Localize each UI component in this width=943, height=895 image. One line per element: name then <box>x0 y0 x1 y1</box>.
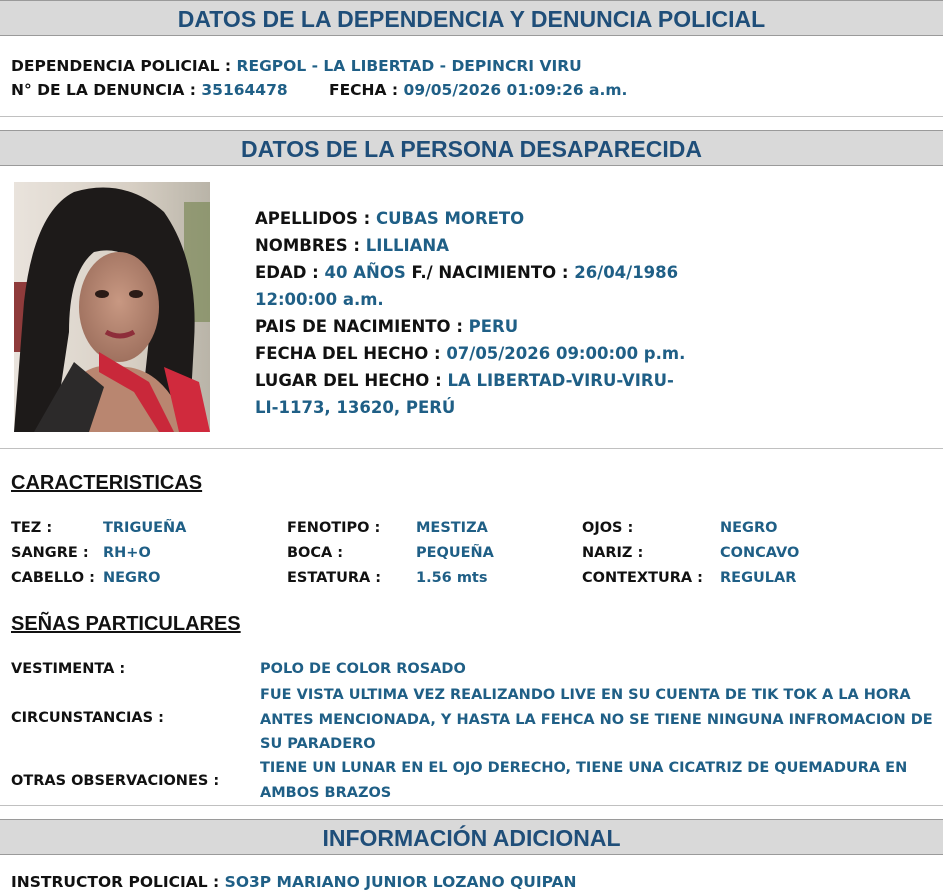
sangre-value: RH+O <box>103 545 151 561</box>
header-persona-title: DATOS DE LA PERSONA DESAPARECIDA <box>241 136 702 162</box>
fecha-hecho-value: 07/05/2026 09:00:00 p.m. <box>446 344 686 363</box>
header-dependencia-title: DATOS DE LA DEPENDENCIA Y DENUNCIA POLICIAL <box>177 6 766 32</box>
lugar-label: LUGAR DEL HECHO : <box>255 371 442 390</box>
vestimenta-value: POLO DE COLOR ROSADO <box>260 661 466 677</box>
nacimiento-time-row <box>255 286 384 313</box>
edad-value: 40 AÑOS <box>324 263 406 282</box>
divider <box>0 805 943 806</box>
fecha-hecho-row <box>255 340 685 367</box>
boca-label: BOCA : <box>287 545 344 561</box>
pais-label: PAIS DE NACIMIENTO : <box>255 317 463 336</box>
caracteristicas-title: CARACTERISTICAS <box>11 472 203 494</box>
sangre-label: SANGRE : <box>11 545 89 561</box>
divider <box>0 448 943 449</box>
nombres-row <box>255 232 449 259</box>
contextura-label: CONTEXTURA : <box>582 570 703 586</box>
dependencia-label: DEPENDENCIA POLICIAL : <box>11 57 232 75</box>
header-informacion-title: INFORMACIÓN ADICIONAL <box>322 825 621 851</box>
nombres-label: NOMBRES : <box>255 236 361 255</box>
fecha-hecho-label: FECHA DEL HECHO : <box>255 344 441 363</box>
circunstancias-value: FUE VISTA ULTIMA VEZ REALIZANDO LIVE EN SU CUENTA DE TIK TOK A LA HORA ANTES MENCIONADA, Y HASTA LA FEHCA NO SE TIENE NINGUNA INFROMACION DE SU PARADERO <box>260 687 933 752</box>
otras-observaciones-label: OTRAS OBSERVACIONES : <box>11 773 220 789</box>
ojos-label: OJOS : <box>582 520 634 536</box>
lugar-value-2: LI-1173, 13620, PERÚ <box>255 398 456 417</box>
cabello-label: CABELLO : <box>11 570 95 586</box>
nacimiento-label: F./ NACIMIENTO : <box>411 263 569 282</box>
fenotipo-value: MESTIZA <box>416 520 488 536</box>
apellidos-row <box>255 205 524 232</box>
tez-label: TEZ : <box>11 520 53 536</box>
boca-value: PEQUEÑA <box>416 545 494 561</box>
header-persona-desaparecida <box>0 130 943 166</box>
dependencia-value: REGPOL - LA LIBERTAD - DEPINCRI VIRU <box>236 57 582 75</box>
lugar-row <box>255 367 674 394</box>
instructor-value: SO3P MARIANO JUNIOR LOZANO QUIPAN <box>224 873 577 891</box>
dependencia-row <box>11 56 582 76</box>
denuncia-row <box>11 80 288 100</box>
nacimiento-value: 26/04/1986 <box>574 263 679 282</box>
ojos-value: NEGRO <box>720 520 778 536</box>
nariz-label: NARIZ : <box>582 545 644 561</box>
cabello-value: NEGRO <box>103 570 161 586</box>
contextura-value: REGULAR <box>720 570 797 586</box>
lugar-value: LA LIBERTAD-VIRU-VIRU- <box>447 371 674 390</box>
pais-row <box>255 313 518 340</box>
denuncia-value: 35164478 <box>201 81 288 99</box>
vestimenta-label: VESTIMENTA : <box>11 661 126 677</box>
apellidos-label: APELLIDOS : <box>255 209 371 228</box>
nariz-value: CONCAVO <box>720 545 800 561</box>
instructor-row <box>11 872 577 892</box>
apellidos-value: CUBAS MORETO <box>376 209 525 228</box>
instructor-label: INSTRUCTOR POLICIAL : <box>11 873 220 891</box>
person-photo <box>14 182 210 432</box>
estatura-value: 1.56 mts <box>416 570 488 586</box>
header-informacion-adicional <box>0 819 943 855</box>
fenotipo-label: FENOTIPO : <box>287 520 381 536</box>
divider <box>0 116 943 117</box>
nombres-value: LILLIANA <box>365 236 449 255</box>
estatura-label: ESTATURA : <box>287 570 382 586</box>
fecha-value: 09/05/2026 01:09:26 a.m. <box>403 81 628 99</box>
lugar-row-2 <box>255 394 455 421</box>
pais-value: PERU <box>468 317 519 336</box>
header-dependencia-denuncia <box>0 0 943 36</box>
edad-label: EDAD : <box>255 263 319 282</box>
senas-title: SEÑAS PARTICULARES <box>11 613 241 635</box>
circunstancias-label: CIRCUNSTANCIAS : <box>11 710 164 726</box>
nacimiento-time-value: 12:00:00 a.m. <box>255 290 384 309</box>
denuncia-label: N° DE LA DENUNCIA : <box>11 81 196 99</box>
otras-observaciones-value: TIENE UN LUNAR EN EL OJO DERECHO, TIENE UNA CICATRIZ DE QUEMADURA EN AMBOS BRAZOS <box>260 760 908 801</box>
edad-row <box>255 259 678 286</box>
tez-value: TRIGUEÑA <box>103 520 187 536</box>
fecha-label: FECHA : <box>329 81 399 99</box>
fecha-row <box>329 80 627 100</box>
